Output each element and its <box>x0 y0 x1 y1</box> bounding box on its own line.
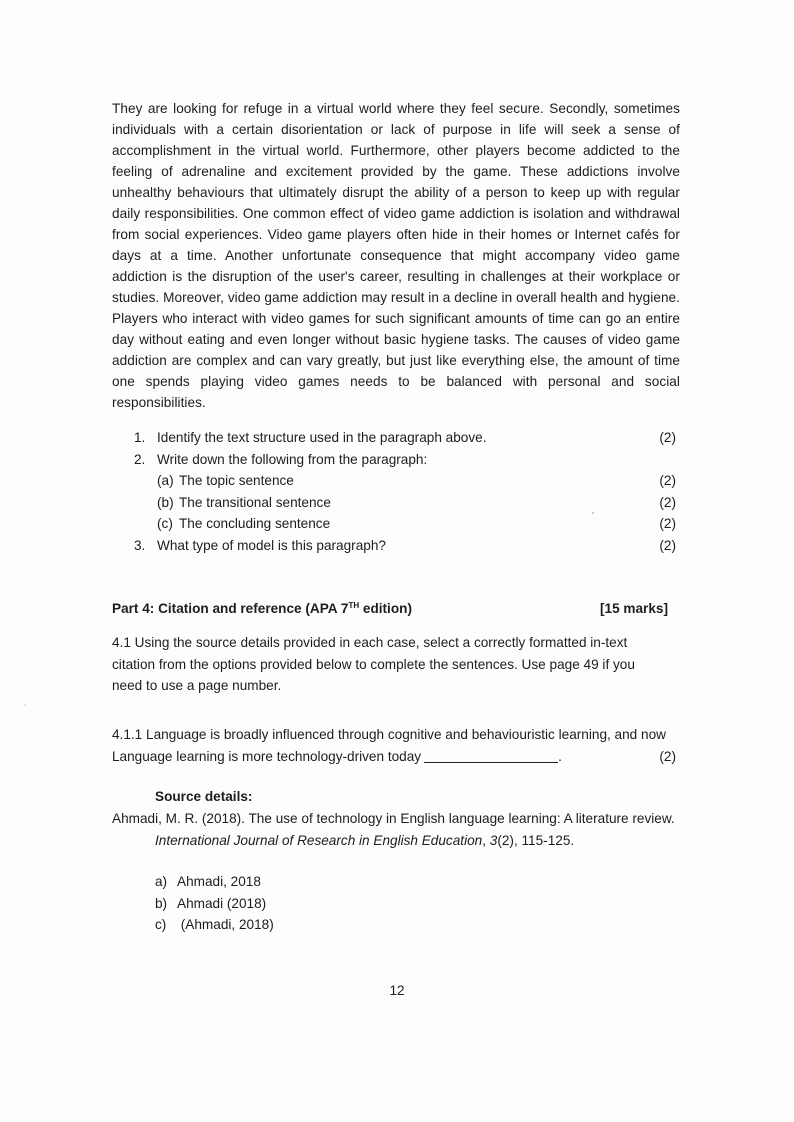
reference-text: Ahmadi, M. R. (2018). The use of technology in English language learning: A literature review. <box>112 811 675 826</box>
option-text: Ahmadi, 2018 <box>177 874 261 889</box>
option-label: b) <box>155 895 168 911</box>
question-item <box>112 427 678 449</box>
question-4-1-1-end: . <box>558 748 562 764</box>
question-4-1-1-line1: 4.1.1 Language is broadly influenced through cognitive and behaviouristic learning, and now <box>112 727 666 742</box>
scan-speck <box>24 704 26 706</box>
section-heading-suffix: edition) <box>359 601 412 616</box>
question-marks: (2) <box>659 430 676 445</box>
sub-question-item <box>112 513 678 535</box>
question-4-1-1 <box>112 724 678 767</box>
question-text: Write down the following from the paragraph: <box>157 451 428 467</box>
section-heading-text: Part 4: Citation and reference (APA 7 <box>112 601 349 616</box>
question-marks: (2) <box>659 516 676 531</box>
question-item <box>112 535 678 557</box>
question-4-1-1-line2-row <box>112 746 678 768</box>
sub-question-text: The transitional sentence <box>179 494 331 510</box>
page-number: 12 <box>389 983 405 998</box>
reference-journal: International Journal of Research in English Education <box>155 832 483 848</box>
option-label: c) <box>155 917 167 932</box>
question-marks: (2) <box>659 748 676 764</box>
question-text: What type of model is this paragraph? <box>157 537 386 553</box>
sub-question-text: The topic sentence <box>179 473 294 488</box>
question-marks: (2) <box>659 494 676 510</box>
reference-entry <box>112 808 695 851</box>
reference-pages: (2), 115-125. <box>497 832 575 848</box>
question-number: 1. <box>134 430 146 445</box>
section-marks: [15 marks] <box>599 601 668 616</box>
sub-question-item <box>112 470 678 492</box>
question-text: Identify the text structure used in the paragraph above. <box>157 430 487 445</box>
section-heading <box>112 601 668 616</box>
option-text: Ahmadi (2018) <box>177 895 267 911</box>
reference-volume: 3 <box>489 832 498 848</box>
sub-question-label: (b) <box>157 494 174 510</box>
question-list <box>112 427 678 556</box>
instruction-text: 4.1 Using the source details provided in each case, select a correctly formatted in-text citation from the options provided below to complete the sentences. Use page 49 if you need to use a page number. <box>112 635 635 693</box>
sub-question-text: The concluding sentence <box>179 516 331 531</box>
source-details-title: Source details: <box>155 789 253 804</box>
scan-speck <box>592 512 594 514</box>
question-marks: (2) <box>659 537 676 553</box>
answer-blank[interactable] <box>424 749 558 763</box>
question-number: 2. <box>134 451 146 467</box>
sub-question-label: (a) <box>157 473 174 488</box>
sub-question-item <box>112 492 678 514</box>
option-text: (Ahmadi, 2018) <box>177 917 274 932</box>
body-paragraph: They are looking for refuge in a virtual world where they feel secure. Secondly, sometimes individuals with a certain disorientation or lack of purpose in life will seek a sense of accomplishment in the virtual world. Furthermore, other players become addicted to the feeling of adrenaline and excitement provided by the game. These addictions involve unhealthy behaviours that ultimately disrupt the ability of a person to keep up with regular daily responsibilities. One common effect of video game addiction is isolation and withdrawal from social experiences. Video game players often hide in their homes or Internet cafés for days at a time. Another unfortunate consequence that might accompany video game addiction is the disruption of the user's career, resulting in challenges at their workplace or studies. Moreover, video game addiction may result in a decline in overall health and hygiene. Players who interact with video games for such significant amounts of time can go an entire day without eating and even longer without basic hygiene tasks. The causes of video game addiction are complex and can vary greatly, but just like everything else, the amount of time one spends playing video games needs to be balanced with personal and social responsibilities. <box>112 101 680 410</box>
question-marks: (2) <box>659 473 676 488</box>
sub-question-label: (c) <box>157 516 173 531</box>
section-heading-superscript: TH <box>348 601 360 610</box>
question-number: 3. <box>134 537 146 553</box>
option-label: a) <box>155 874 168 889</box>
question-item <box>112 449 678 471</box>
reference-separator: , <box>482 832 490 848</box>
question-4-1-1-line2: Language learning is more technology-driven today <box>112 748 422 764</box>
